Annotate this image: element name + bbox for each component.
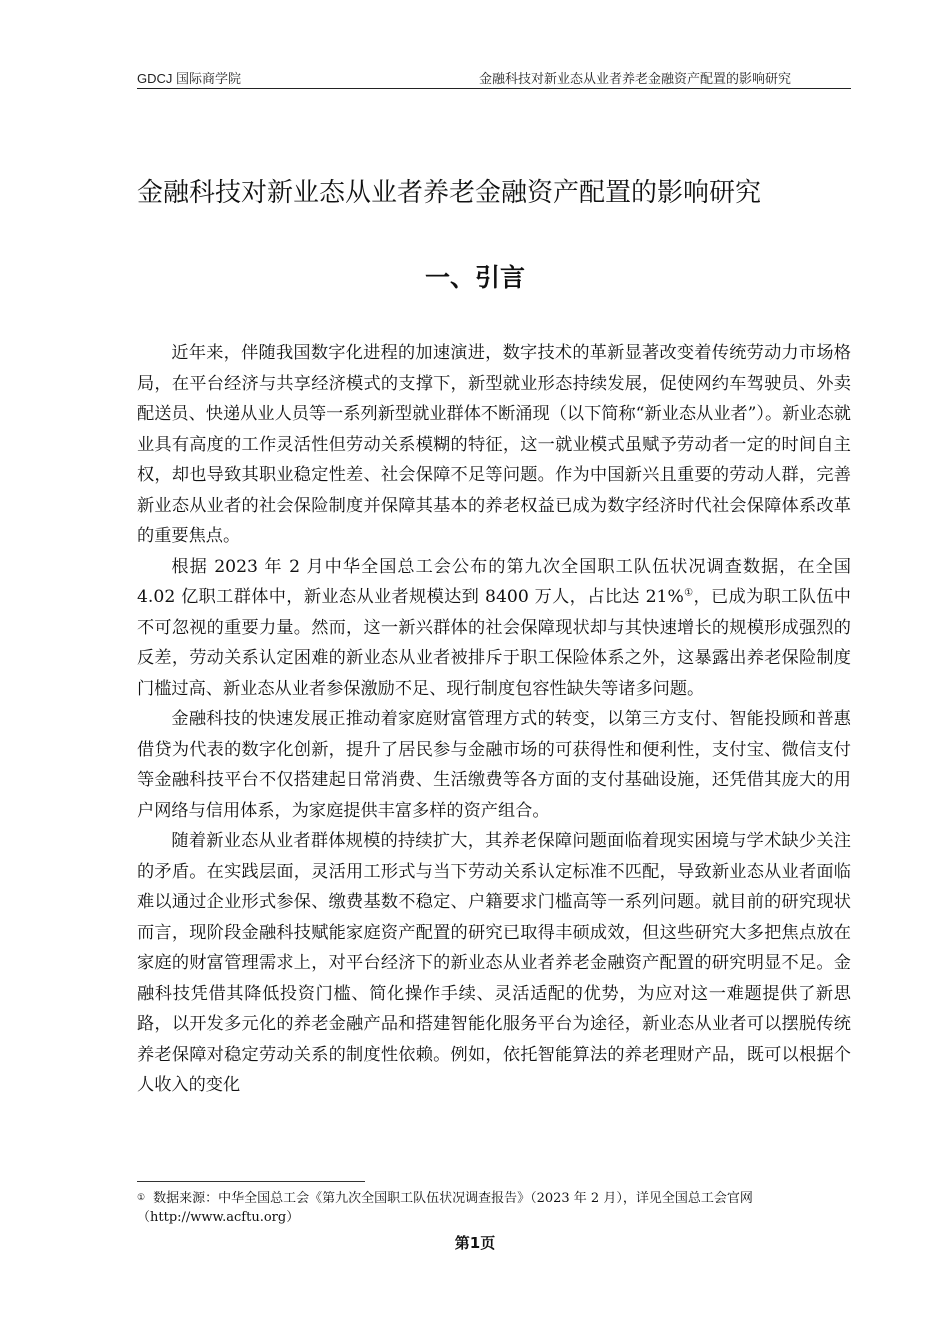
paragraph-4: 随着新业态从业者群体规模的持续扩大，其养老保障问题面临着现实困境与学术缺少关注的矛盾。在实践层面，灵活用工形式与当下劳动关系认定标准不匹配，导致新业态从业者面临难以通过企业形式参保、缴费基数不稳定、户籍要求门槛高等一系列问题。就目前的研究现状而言，现阶段金融科技赋能家庭资产配置的研究已取得丰硕成效，但这些研究大多把焦点放在家庭的财富管理需求上，对平台经济下的新业态从业者养老金融资产配置的研究明显不足。金融科技凭借其降低投资门槛、简化操作手续、灵活适配的优势，为应对这一难题提供了新思路，以开发多元化的养老金融产品和搭建智能化服务平台为途径，新业态从业者可以摆脱传统养老保障对稳定劳动关系的制度性依赖。例如，依托智能算法的养老理财产品，既可以根据个人收入的变化 — [137, 831, 851, 1095]
header-paper-title: 金融科技对新业态从业者养老金融资产配置的影响研究 — [478, 71, 791, 86]
body-text — [137, 338, 851, 1101]
page-number: 第1页 — [454, 1234, 496, 1252]
running-header — [137, 66, 851, 89]
footnote — [137, 1189, 851, 1227]
footnote-mark: ① — [137, 1193, 146, 1203]
paragraph-2-text-a: 根据 2023 年 2 月中华全国总工会公布的第九次全国职工队伍状况调查数据，在全国 4.02 亿职工群体中，新业态从业者规模达到 8400 万人，占比达 21% — [137, 556, 851, 607]
paragraph-1: 近年来，伴随我国数字化进程的加速演进，数字技术的革新显著改变着传统劳动力市场格局，在平台经济与共享经济模式的支撑下，新型就业形态持续发展，促使网约车驾驶员、外卖配送员、快递从业人员等一系列新型就业群体不断涌现（以下简称“新业态从业者”）。新业态就业具有高度的工作灵活性但劳动关系模糊的特征，这一就业模式虽赋予劳动者一定的时间自主权，却也导致其职业稳定性差、社会保障不足等问题。作为中国新兴且重要的劳动人群，完善新业态从业者的社会保险制度并保障其基本的养老权益已成为数字经济时代社会保障体系改革的重要焦点。 — [137, 343, 851, 546]
paragraph-2-text-b: ，已成为职工队伍中不可忽视的重要力量。然而，这一新兴群体的社会保障现状却与其快速增长的规模形成强烈的反差，劳动关系认定困难的新业态从业者被排斥于职工保险体系之外，这暴露出养老保险制度门槛过高、新业态从业者参保激励不足、现行制度包容性缺失等诸多问题。 — [137, 587, 851, 699]
paragraph-2 — [137, 552, 851, 705]
paragraph-3: 金融科技的快速发展正推动着家庭财富管理方式的转变，以第三方支付、智能投顾和普惠借贷为代表的数字化创新，提升了居民参与金融市场的可获得性和便利性，支付宝、微信支付等金融科技平台不仅搭建起日常消费、生活缴费等各方面的支付基础设施，还凭借其庞大的用户网络与信用体系，为家庭提供丰富多样的资产组合。 — [137, 709, 851, 821]
header-institution: GDCJ 国际商学院 — [137, 71, 242, 86]
footnote-separator — [137, 1181, 365, 1182]
footnote-text: 数据来源：中华全国总工会《第九次全国职工队伍状况调查报告》（2023 年 2 月），详见全国总工会官网（http://www.acftu.org） — [137, 1191, 753, 1225]
paper-title: 金融科技对新业态从业者养老金融资产配置的影响研究 — [137, 178, 762, 208]
section-heading: 一、引言 — [424, 263, 525, 292]
footnote-reference[interactable]: ① — [683, 587, 694, 599]
